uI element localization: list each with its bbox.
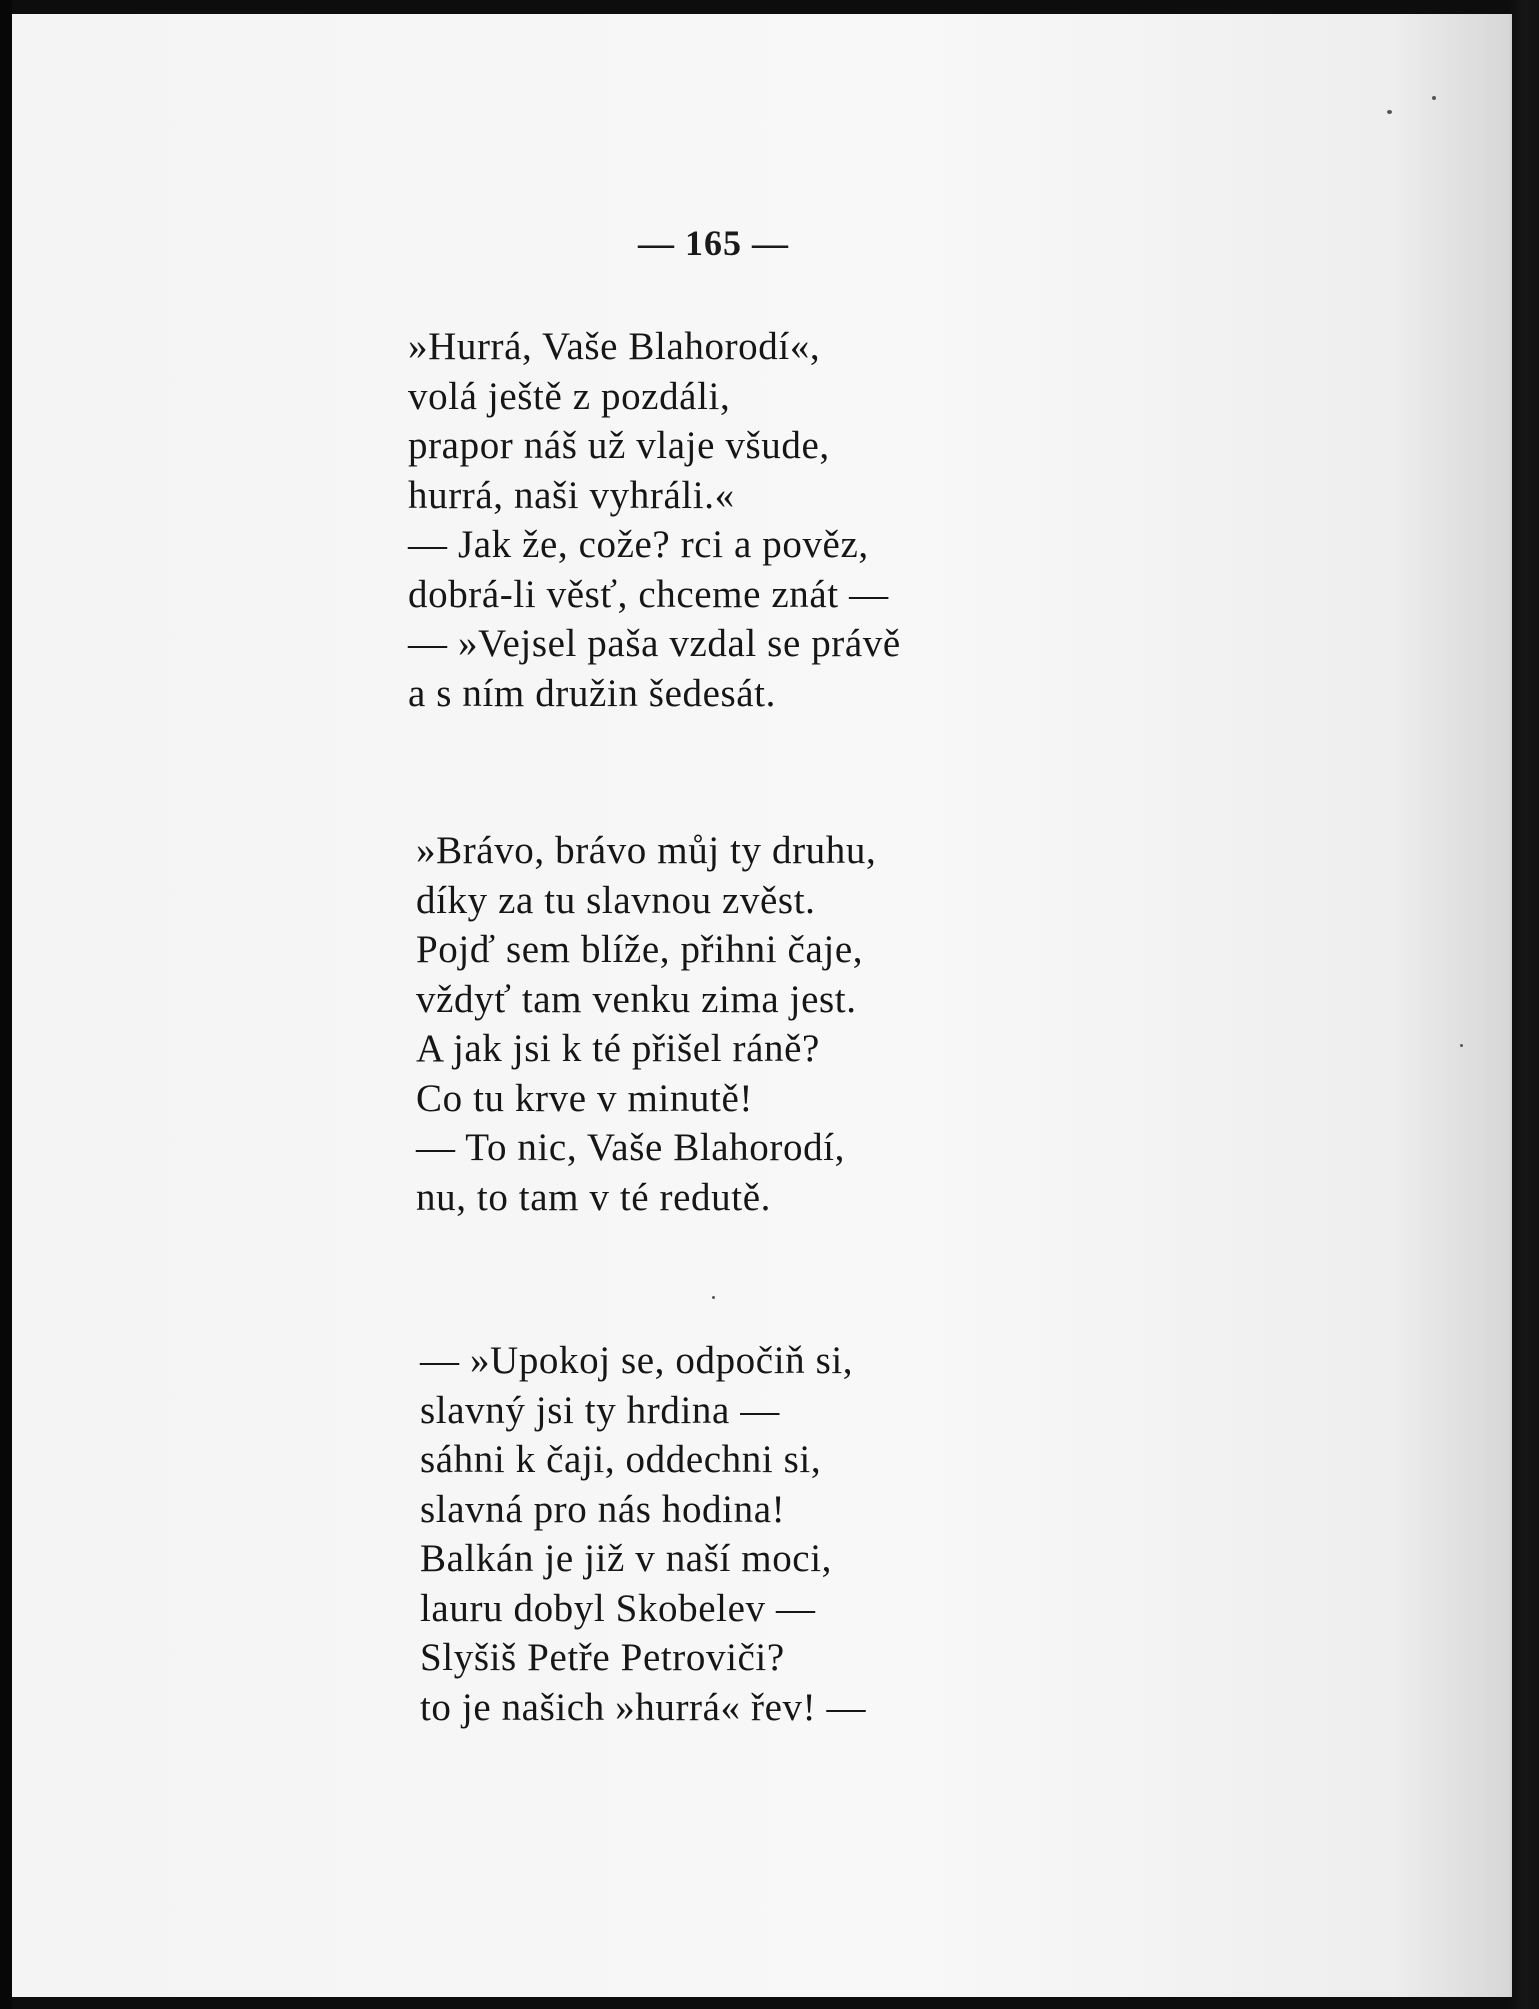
dust-speck [1460,1044,1463,1047]
poem-line: slavný jsi ty hrdina — [420,1388,780,1432]
stanza-2 [416,826,876,1222]
poem-line: — Jak že, cože? rci a pověz, [408,523,869,566]
poem-line: A jak jsi k té přišel ráně? [416,1027,820,1070]
poem-line: slavná pro nás hodina! [420,1487,786,1531]
poem-line: »Hurrá, Vaše Blahorodí«, [408,325,821,368]
poem-line: lauru dobyl Skobelev — [420,1586,816,1630]
poem-line: Slyšiš Petře Petroviči? [420,1636,785,1679]
poem-line: sáhni k čaji, oddechni si, [420,1438,822,1481]
dust-speck [1387,110,1392,114]
poem-line: to je našich »hurrá« řev! — [420,1685,867,1729]
poem-line: dobrá-li věsť, chceme znát — [408,572,889,616]
poem-line: — »Vejsel paša vzdal se právě [408,622,901,665]
poem-line: díky za tu slavnou zvěst. [416,878,816,922]
page-left-edge [0,0,12,2009]
poem-line: hurrá, naši vyhráli.« [408,473,735,517]
poem-line: »Brávo, brávo můj ty druhu, [416,829,877,872]
poem-line: Pojď sem blíže, přihni čaje, [416,928,864,971]
poem-line: prapor náš už vlaje všude, [408,424,830,467]
page-number: — 165 — [638,223,789,263]
dust-speck [1432,96,1436,100]
poem-line: a s ním družin šedesát. [408,671,776,715]
poem-line: vždyť tam venku zima jest. [416,977,857,1021]
poem-line: Co tu krve v minutě! [416,1076,753,1120]
page-right-shadow [1509,0,1539,2009]
poem-line: volá ještě z pozdáli, [408,374,731,418]
stanza-3 [420,1336,866,1732]
dust-speck [712,1296,715,1299]
stanza-1 [408,322,901,718]
poem-line: Balkán je již v naší moci, [420,1537,832,1580]
poem-line: nu, to tam v té redutě. [416,1175,771,1219]
poem-line: — To nic, Vaše Blahorodí, [416,1126,845,1169]
poem-line: — »Upokoj se, odpočiň si, [420,1339,854,1382]
